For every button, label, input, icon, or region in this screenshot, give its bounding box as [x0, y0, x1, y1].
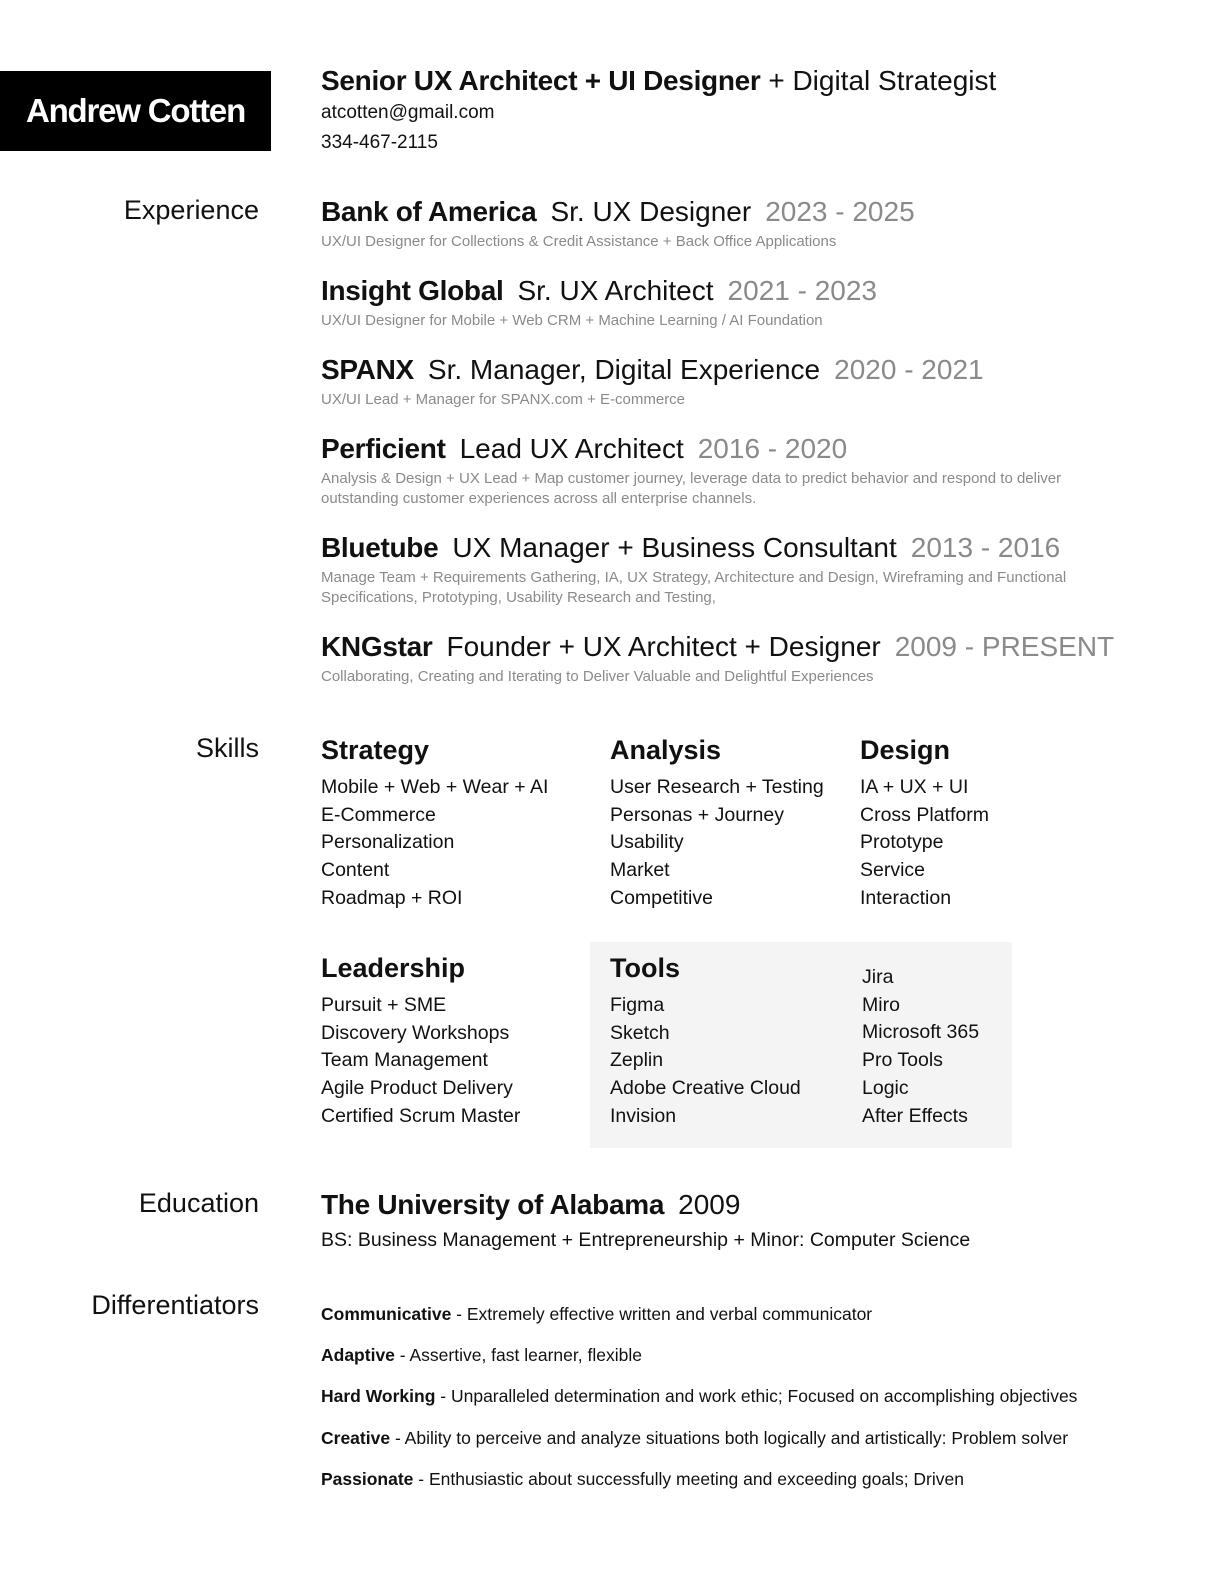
- differentiator-item: [321, 1424, 1181, 1452]
- differentiator-item: [321, 1382, 1181, 1410]
- skill-heading: Design: [860, 735, 951, 765]
- skill-item: Personalization: [321, 831, 455, 854]
- skill-group-design: [860, 734, 989, 913]
- skill-item: Service: [860, 859, 926, 882]
- company-name: Bank of America: [321, 196, 537, 227]
- differentiator-text: - Enthusiastic about successfully meeting and exceeding goals; Driven: [413, 1468, 964, 1489]
- skill-heading: Leadership: [321, 953, 466, 983]
- skill-group-analysis: [610, 734, 824, 913]
- skill-item: Invision: [610, 1104, 677, 1127]
- skill-item: Prototype: [860, 831, 944, 854]
- skill-item: Figma: [610, 994, 665, 1016]
- skill-item: Jira: [862, 966, 894, 988]
- experience-entry: [321, 274, 1121, 331]
- job-years: 2021 - 2023: [727, 275, 878, 306]
- skill-item: Team Management: [321, 1049, 488, 1072]
- company-name: KNGstar: [321, 631, 433, 662]
- skill-item: Microsoft 365: [862, 1021, 980, 1044]
- differentiator-term: Communicative: [321, 1304, 452, 1324]
- skill-item: Personas + Journey: [610, 803, 784, 826]
- job-description: Manage Team + Requirements Gathering, IA, UX Strategy, Architecture and Design, Wireframing and Functional Specifications, Prototyping, Usability Research and Testing,: [321, 569, 1067, 606]
- differentiator-term: Adaptive: [321, 1345, 395, 1366]
- skill-item: Competitive: [610, 886, 713, 909]
- job-years: 2020 - 2021: [834, 354, 984, 385]
- skill-heading: Tools: [610, 953, 680, 983]
- differentiator-term: Passionate: [321, 1468, 414, 1489]
- skill-item: After Effects: [862, 1104, 968, 1127]
- differentiator-term: Creative: [321, 1427, 391, 1448]
- job-description: Collaborating, Creating and Iterating to Deliver Valuable and Delightful Experiences: [321, 668, 874, 685]
- skill-group-tools: [610, 952, 801, 1131]
- section-label-skills: Skills: [195, 733, 259, 763]
- skill-item: Roadmap + ROI: [321, 886, 463, 909]
- skill-group-tools-secondary: [862, 964, 979, 1130]
- section-label-differentiators: Differentiators: [91, 1290, 259, 1320]
- job-title-bold: Senior UX Architect + UI Designer: [321, 65, 761, 96]
- skill-item: Pro Tools: [862, 1049, 943, 1072]
- differentiators-list: [321, 1300, 1181, 1506]
- skill-item: Mobile + Web + Wear + AI: [321, 776, 549, 798]
- job-description: UX/UI Designer for Mobile + Web CRM + Machine Learning / AI Foundation: [321, 312, 823, 329]
- job-years: 2013 - 2016: [910, 532, 1061, 563]
- skill-group-leadership: [321, 952, 520, 1131]
- job-years: 2016 - 2020: [697, 433, 848, 464]
- experience-entry: [321, 353, 1121, 410]
- email-address[interactable]: atcotten@gmail.com: [321, 102, 495, 123]
- differentiator-item: [321, 1300, 1181, 1328]
- skill-heading: Analysis: [610, 735, 722, 765]
- experience-entry: [321, 531, 1121, 608]
- skill-item: IA + UX + UI: [860, 776, 969, 798]
- education-entry: [321, 1188, 970, 1254]
- company-name: Insight Global: [321, 275, 504, 306]
- skill-item: Cross Platform: [860, 803, 989, 826]
- skill-heading: Strategy: [321, 735, 430, 765]
- job-role: Founder + UX Architect + Designer: [446, 631, 881, 662]
- differentiator-term: Hard Working: [321, 1386, 436, 1407]
- job-years: 2023 - 2025: [765, 196, 915, 227]
- job-title: [321, 64, 996, 98]
- company-name: Perficient: [321, 433, 446, 464]
- skill-item: Pursuit + SME: [321, 994, 447, 1016]
- differentiator-text: - Extremely effective written and verbal communicator: [451, 1304, 873, 1324]
- job-description: Analysis & Design + UX Lead + Map customer journey, leverage data to predict behavior and respond to deliver outstanding customer experiences across all enterprise channels.: [321, 470, 1062, 507]
- skill-item: E-Commerce: [321, 803, 436, 826]
- skill-item: Market: [610, 859, 670, 882]
- person-name: Andrew Cotten: [25, 92, 246, 129]
- differentiator-text: - Ability to perceive and analyze situations both logically and artistically: Problem solver: [390, 1427, 1069, 1448]
- job-description: UX/UI Lead + Manager for SPANX.com + E-commerce: [321, 391, 686, 408]
- phone-number[interactable]: 334-467-2115: [321, 132, 438, 153]
- skill-item: Interaction: [860, 886, 952, 909]
- experience-entry: [321, 195, 1121, 252]
- company-name: Bluetube: [321, 532, 439, 563]
- skill-item: Logic: [862, 1076, 909, 1099]
- graduation-year: 2009: [678, 1189, 741, 1220]
- skill-item: Miro: [862, 993, 900, 1016]
- skill-item: Zeplin: [610, 1049, 664, 1072]
- skill-item: User Research + Testing: [610, 776, 824, 798]
- skill-item: Content: [321, 859, 390, 882]
- experience-entry: [321, 432, 1121, 509]
- skill-item: Discovery Workshops: [321, 1021, 510, 1044]
- differentiator-item: [321, 1341, 1181, 1369]
- job-role: Lead UX Architect: [459, 433, 684, 464]
- job-role: Sr. UX Designer: [550, 196, 752, 227]
- name-banner: [0, 71, 271, 151]
- job-description: UX/UI Designer for Collections & Credit Assistance + Back Office Applications: [321, 233, 837, 250]
- differentiator-text: - Unparalleled determination and work ethic; Focused on accomplishing objectives: [435, 1386, 1078, 1407]
- skill-group-strategy: [321, 734, 548, 913]
- job-title-rest: + Digital Strategist: [768, 65, 997, 96]
- experience-entry: [321, 630, 1121, 687]
- company-name: SPANX: [321, 354, 414, 385]
- degree: BS: Business Management + Entrepreneurship + Minor: Computer Science: [321, 1229, 971, 1251]
- section-label-experience: Experience: [123, 195, 259, 225]
- job-years: 2009 - PRESENT: [894, 631, 1115, 662]
- skill-item: Usability: [610, 831, 684, 854]
- section-label-education: Education: [138, 1188, 259, 1218]
- skill-item: Sketch: [610, 1021, 670, 1044]
- job-role: Sr. UX Architect: [517, 275, 714, 306]
- skill-item: Certified Scrum Master: [321, 1104, 521, 1127]
- differentiator-text: - Assertive, fast learner, flexible: [394, 1345, 642, 1366]
- differentiator-item: [321, 1465, 1181, 1493]
- resume-header: [321, 64, 996, 158]
- job-role: UX Manager + Business Consultant: [452, 532, 897, 563]
- job-role: Sr. Manager, Digital Experience: [427, 354, 821, 385]
- skill-item: Agile Product Delivery: [321, 1077, 513, 1100]
- school-name: The University of Alabama: [321, 1189, 665, 1220]
- skill-item: Adobe Creative Cloud: [610, 1077, 801, 1100]
